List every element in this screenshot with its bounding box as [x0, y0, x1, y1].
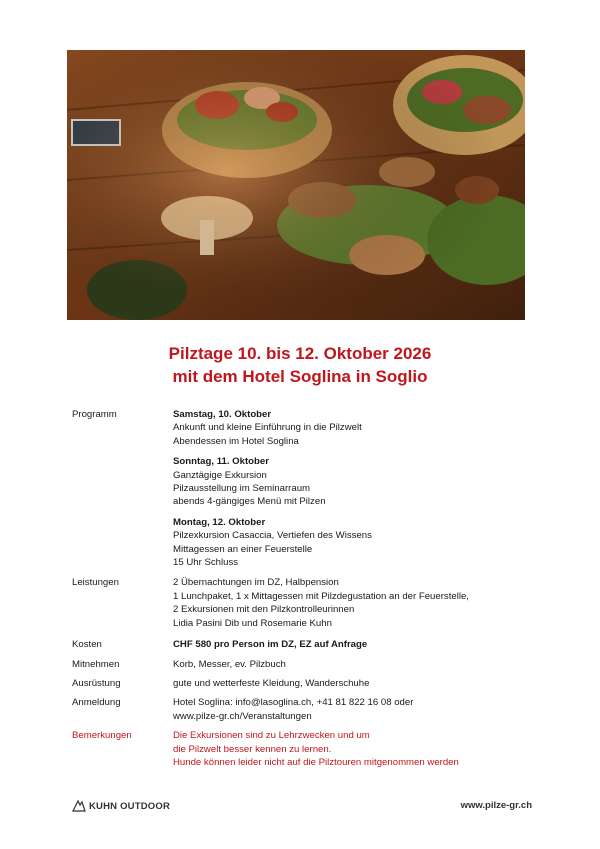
day-item: Pilzausstellung im Seminarraum [173, 483, 311, 495]
ausruestung-label: Ausrüstung [72, 677, 121, 689]
mitnehmen-value: Korb, Messer, ev. Pilzbuch [173, 658, 286, 670]
day-title: Samstag, 10. Oktober [173, 409, 272, 420]
day-sunday [173, 455, 542, 509]
day-item: Mittagessen an einer Feuerstelle [173, 543, 313, 555]
anmeldung-section [72, 696, 542, 723]
mitnehmen-section [72, 658, 542, 671]
event-info [72, 408, 542, 769]
page-title [0, 342, 600, 388]
day-item: Pilzexkursion Casaccia, Vertiefen des Wissens [173, 530, 372, 542]
footer [72, 800, 532, 814]
kosten-section [72, 638, 542, 651]
day-saturday [173, 408, 542, 448]
leistungen-content [173, 576, 542, 630]
anmeldung-link: www.pilze-gr.ch/Veranstaltungen [173, 710, 312, 722]
brand [72, 800, 170, 812]
bemerkungen-content [173, 729, 542, 769]
day-title: Sonntag, 11. Oktober [173, 456, 269, 468]
bemerkungen-section [72, 729, 542, 769]
day-item: Ankunft und kleine Einführung in die Pilzwelt [173, 422, 362, 434]
anmeldung-content [173, 696, 542, 723]
brand-name: KUHN OUTDOOR [89, 800, 171, 812]
day-monday [173, 516, 542, 570]
day-item: Ganztägige Exkursion [173, 469, 267, 481]
programm-label: Programm [72, 409, 117, 420]
anmeldung-label: Anmeldung [72, 697, 121, 709]
mitnehmen-label: Mitnehmen [72, 658, 120, 670]
day-item: 15 Uhr Schluss [173, 557, 239, 569]
spacer [72, 630, 542, 638]
mushroom-photo [67, 50, 525, 320]
leistungen-line: 2 Exkursionen mit den Pilzkontrolleurinnen [173, 604, 355, 616]
day-item: Abendessen im Hotel Soglina [173, 435, 299, 447]
programm-section [72, 408, 542, 576]
leistungen-line: 2 Übernachtungen im DZ, Halbpension [173, 577, 339, 589]
kosten-label: Kosten [72, 639, 102, 651]
leistungen-line: 1 Lunchpaket, 1 x Mittagessen mit Pilzdegustation an der Feuerstelle, [173, 590, 469, 602]
ausruestung-value: gute und wetterfeste Kleidung, Wanderschuhe [173, 677, 370, 689]
bemerkungen-label: Bemerkungen [72, 730, 132, 742]
title-line-2: mit dem Hotel Soglina in Soglio [172, 367, 428, 386]
anmeldung-contact: Hotel Soglina: info@lasoglina.ch, +41 81 822 16 08 oder [173, 697, 414, 709]
title-line-1: Pilztage 10. bis 12. Oktober 2026 [168, 344, 432, 363]
bemerkungen-line: die Pilzwelt besser kennen zu lernen. [173, 743, 332, 755]
website-link[interactable]: www.pilze-gr.ch [460, 800, 532, 811]
bemerkungen-line: Die Exkursionen sind zu Lehrzwecken und um [173, 730, 370, 742]
bemerkungen-line: Hunde können leider nicht auf die Pilztouren mitgenommen werden [173, 756, 459, 768]
kuhn-logo-icon [72, 800, 86, 812]
day-item: abends 4-gängiges Menü mit Pilzen [173, 496, 326, 508]
leistungen-label: Leistungen [72, 577, 119, 589]
day-title: Montag, 12. Oktober [173, 516, 266, 528]
leistungen-line: Lidia Pasini Dib und Rosemarie Kuhn [173, 617, 332, 629]
kosten-value: CHF 580 pro Person im DZ, EZ auf Anfrage [173, 639, 368, 651]
ausruestung-section [72, 677, 542, 690]
leistungen-section [72, 576, 542, 630]
programm-content [173, 408, 542, 576]
